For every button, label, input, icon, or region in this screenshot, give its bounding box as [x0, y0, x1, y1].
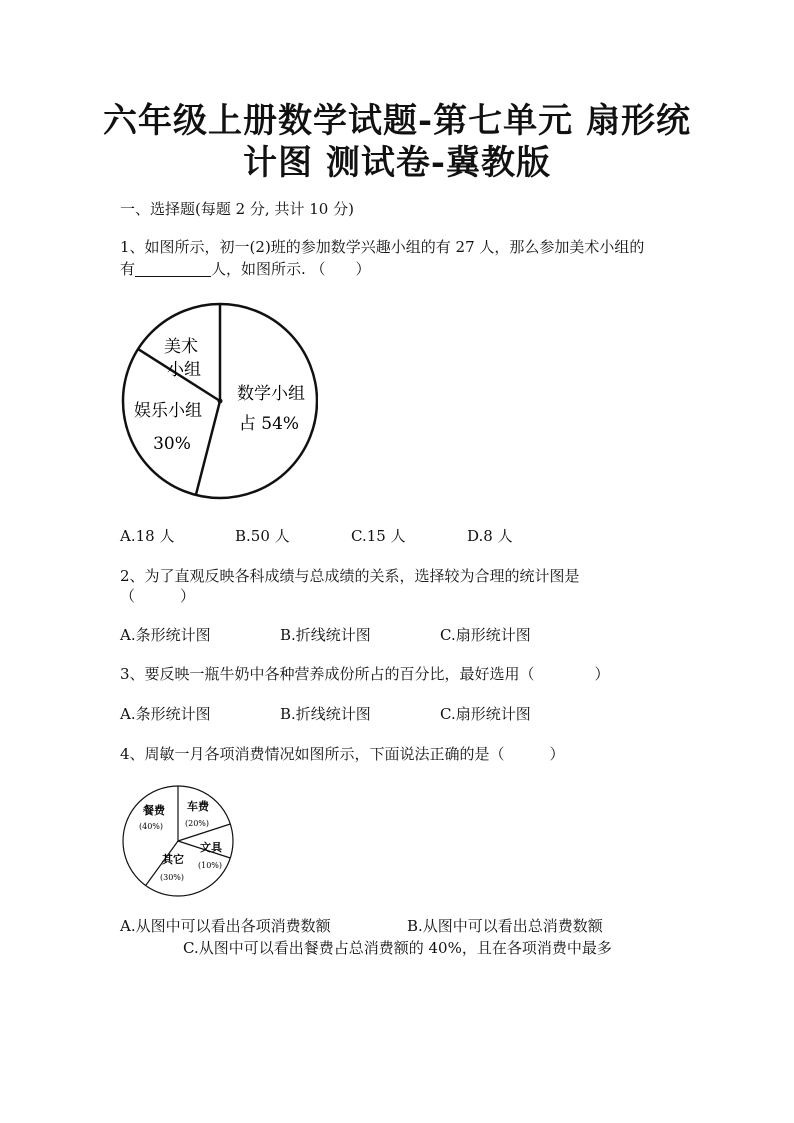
page-title-line1: 六年级上册数学试题-第七单元 扇形统	[103, 101, 691, 141]
q4-option-a[interactable]: A.从图中可以看出各项消费数额	[120, 917, 331, 935]
q4-label-food: 餐费	[143, 804, 165, 817]
q1-pie-chart	[118, 300, 318, 505]
q1-text-pre: 有	[120, 260, 136, 278]
q4-label-other: 其它	[162, 853, 184, 866]
q1-pie-center	[218, 399, 223, 404]
q4-label-other-pct: (30%)	[159, 873, 185, 882]
q3-option-b[interactable]: B.折线统计图	[280, 705, 371, 723]
q1-text-line1: 1、如图所示，初一(2)班的参加数学兴趣小组的有 27 人，那么参加美术小组的	[120, 238, 645, 256]
q3-option-c[interactable]: C.扇形统计图	[440, 705, 531, 723]
q1-label-ent-1: 娱乐小组	[134, 401, 202, 421]
q1-option-b[interactable]: B.50 人	[235, 527, 290, 545]
q4-label-food-pct: (40%)	[138, 822, 164, 831]
q1-option-c[interactable]: C.15 人	[351, 527, 406, 545]
q4-pie-chart	[118, 782, 238, 902]
section-heading: 一、选择题(每题 2 分, 共计 10 分)	[120, 200, 354, 218]
q4-text-line1: 4、周敏一月各项消费情况如图所示，下面说法正确的是（ ）	[120, 745, 565, 763]
q1-label-art-1: 美术	[164, 337, 198, 357]
q1-text-post: 人，如图所示. （ ）	[211, 260, 371, 278]
q1-text-line2	[120, 258, 371, 280]
q1-label-art-2: 小组	[167, 360, 201, 380]
q1-answer-blank	[135, 260, 211, 277]
page-title-line2: 计图 测试卷-冀教版	[243, 143, 551, 183]
q3-text-line1: 3、要反映一瓶牛奶中各种营养成份所占的百分比，最好选用（ ）	[120, 665, 610, 683]
q1-label-math-1: 数学小组	[237, 384, 305, 404]
q2-option-a[interactable]: A.条形统计图	[120, 626, 211, 644]
q4-label-car-pct: (20%)	[184, 819, 210, 828]
q2-option-b[interactable]: B.折线统计图	[280, 626, 371, 644]
q4-label-stationery-pct: (10%)	[197, 861, 223, 870]
q4-label-car: 车费	[187, 800, 209, 813]
q1-label-math-2: 占 54%	[238, 414, 300, 434]
q1-label-ent-2: 30%	[153, 434, 191, 454]
q2-text-line1: 2、为了直观反映各科成绩与总成绩的关系，选择较为合理的统计图是	[120, 567, 580, 585]
q3-option-a[interactable]: A.条形统计图	[120, 705, 211, 723]
q4-option-c[interactable]: C.从图中可以看出餐费占总消费额的 40%，且在各项消费中最多	[183, 939, 612, 957]
q2-text-line2: （ ）	[120, 587, 196, 605]
q1-option-a[interactable]: A.18 人	[120, 527, 175, 545]
q4-label-stationery: 文具	[200, 841, 222, 854]
q2-option-c[interactable]: C.扇形统计图	[440, 626, 531, 644]
q1-option-d[interactable]: D.8 人	[467, 527, 513, 545]
q4-option-b[interactable]: B.从图中可以看出总消费数额	[407, 917, 603, 935]
